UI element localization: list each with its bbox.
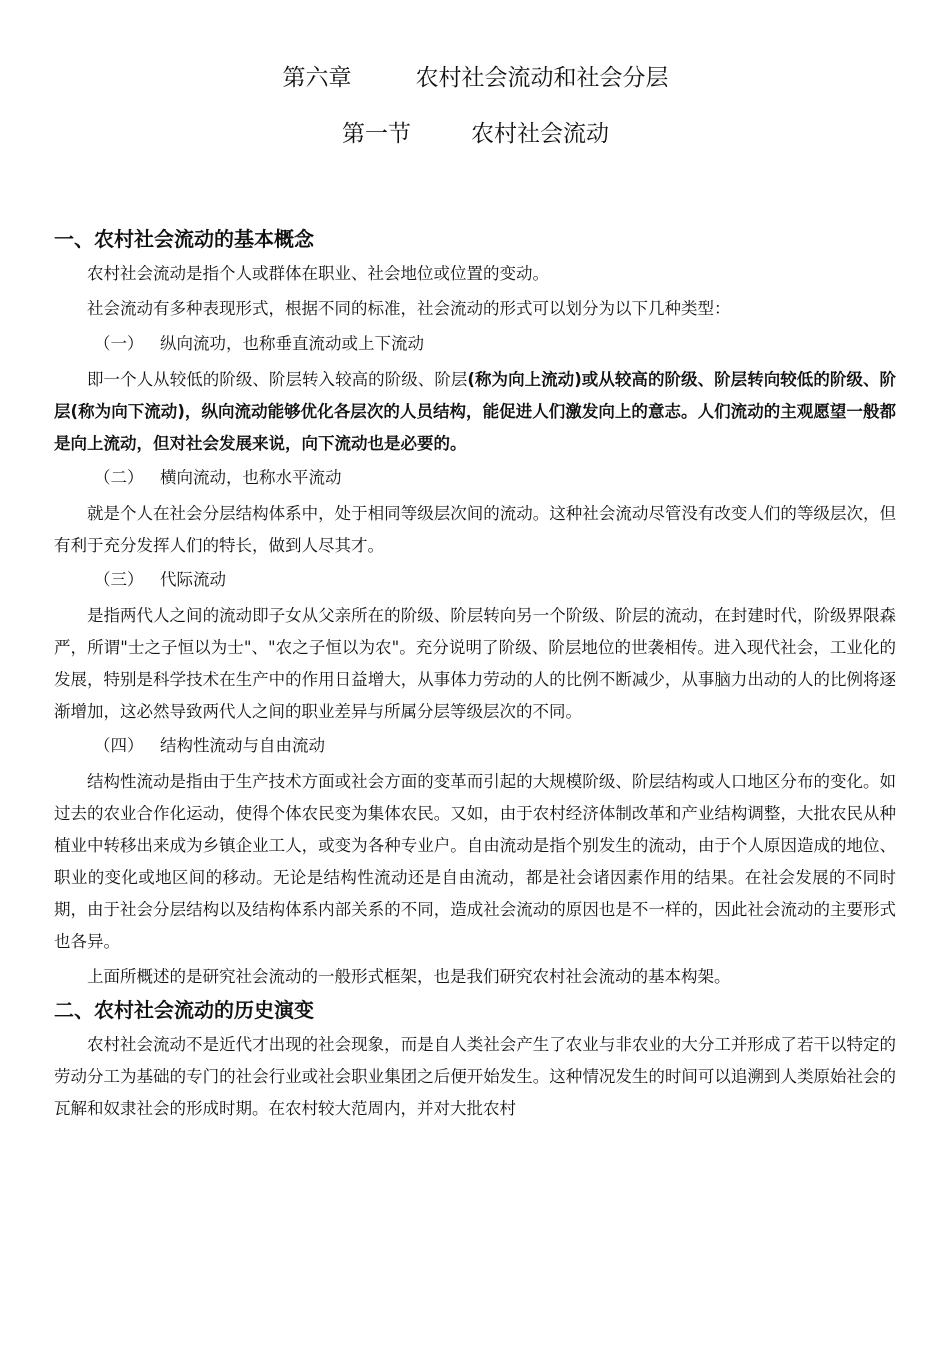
paragraph-vertical-mobility [54, 364, 896, 460]
chapter-name: 农村社会流动和社会分层 [415, 65, 669, 91]
subheading-index: （一） [94, 334, 144, 353]
subheading-intergenerational-mobility [54, 564, 896, 596]
chapter-label: 第六章 [282, 65, 352, 91]
chapter-title [0, 63, 951, 93]
subheading-horizontal-mobility [54, 462, 896, 494]
part1-heading: 一、农村社会流动的基本概念 [54, 227, 314, 251]
paragraph-history: 农村社会流动不是近代才出现的社会现象，而是自人类社会产生了农业与非农业的大分工并形成了若干以特定的劳动分工为基础的专门的社会行业或社会职业集团之后便开始发生。这种情况发生的时间可以追溯到人类原始社会的瓦解和奴隶社会的形成时期。在农村较大范周内，并对大批农村 [54, 1035, 896, 1118]
paragraph-horizontal-mobility: 就是个人在社会分层结构体系中，处于相同等级层次间的流动。这种社会流动尽管没有改变人们的等级层次，但有利于充分发挥人们的特长，做到人尽其才。 [54, 504, 896, 555]
paragraph-intergenerational-mobility: 是指两代人之间的流动即子女从父亲所在的阶级、阶层转向另一个阶级、阶层的流动，在封建时代，阶级界限森严，所谓"士之子恒以为士"、"农之子恒以为农"。充分说明了阶级、阶层地位的世袭相传。进入现代社会，工业化的发展，特别是科学技术在生产中的作用日益增大，从事体力劳动的人的比例不断减少，从事脑力出动的人的比例将逐渐增加，这必然导致两代人之间的职业差异与所属分层等级层次的不同。 [54, 606, 896, 721]
section-title [0, 119, 951, 149]
paragraph-types-intro: 社会流动有多种表现形式，根据不同的标准，社会流动的形式可以划分为以下几种类型： [87, 299, 731, 318]
subheading-vertical-mobility [54, 328, 896, 360]
section-name: 农村社会流动 [471, 121, 609, 147]
subheading-title: 代际流动 [160, 570, 226, 589]
subheading-title: 结构性流动与自由流动 [160, 736, 325, 755]
paragraph-definition: 农村社会流动是指个人或群体在职业、社会地位或位置的变动。 [87, 264, 549, 283]
subheading-index: （二） [94, 468, 144, 487]
subheading-structural-mobility [54, 730, 896, 762]
document-body [54, 224, 896, 1125]
paragraph-plain-part: 即一个人从较低的阶级、阶层转入较高的阶级、阶层 [87, 370, 468, 389]
part2-heading: 二、农村社会流动的历史演变 [54, 998, 314, 1022]
subheading-title: 纵向流功，也称垂直流动或上下流动 [160, 334, 424, 353]
subheading-index: （四） [94, 736, 144, 755]
subheading-index: （三） [94, 570, 144, 589]
section-label: 第一节 [342, 121, 411, 147]
paragraph-summary: 上面所概述的是研究社会流动的一般形式框架，也是我们研究农村社会流动的基本构架。 [87, 967, 731, 986]
paragraph-bold-part: (称为向上流动)或从较高的阶级、阶层转向较低的阶级、阶层(称为向下流动)，纵向流动能够优化各层次的人员结构，能促进人们激发向上的意志。人们流动的主观愿望一般都是向上流动，但对社会发展来说，向下流动也是必要的。 [54, 370, 896, 453]
subheading-title: 横向流动，也称水平流动 [160, 468, 342, 487]
paragraph-structural-mobility: 结构性流动是指由于生产技术方面或社会方面的变革而引起的大规模阶级、阶层结构或人口地区分布的变化。如过去的农业合作化运动，使得个体农民变为集体农民。又如，由于农村经济体制改革和产业结构调整，大批农民从种植业中转移出来成为乡镇企业工人，或变为各种专业户。自由流动是指个别发生的流动，由于个人原因造成的地位、职业的变化或地区间的移动。无论是结构性流动还是自由流动，都是社会诸因素作用的结果。在社会发展的不同时期，由于社会分层结构以及结构体系内部关系的不同，造成社会流动的原因也是不一样的，因此社会流动的主要形式也各异。 [54, 772, 896, 951]
